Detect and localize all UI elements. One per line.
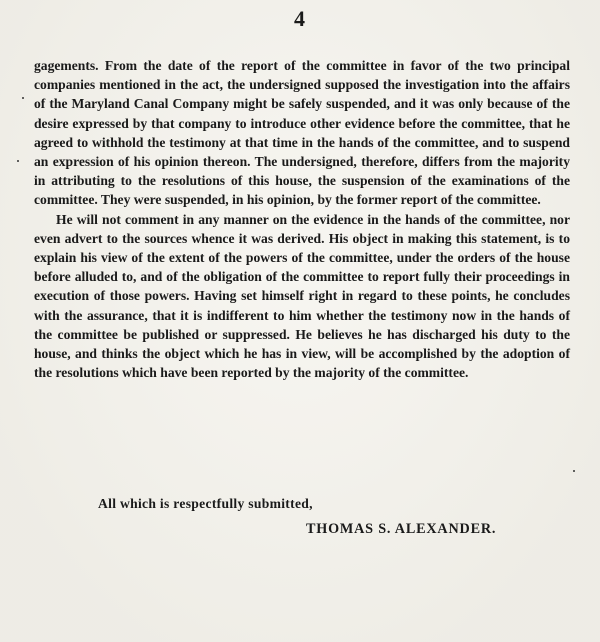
page-number: 4 xyxy=(294,6,306,31)
paragraph-1: gagements. From the date of the report of the committee in favor of the two principal companies mentioned in the act, the undersigned supposed the investigation into the affairs of the Maryland Canal Company might be safely suspended, and it was only because of the desire expressed by that company to introduce other evidence before the committee, that he agreed to withhold the testimony at that time in the hands of the committee, and to suspend an expression of his opinion thereon. The undersigned, therefore, differs from the majority in attributing to the resolutions of this house, the suspension of the examinations of the committee. They were suspended, in his opinion, by the former report of the committee. xyxy=(34,58,570,208)
scan-speck xyxy=(22,97,24,99)
signature: THOMAS S. ALEXANDER. xyxy=(306,521,497,537)
scan-speck xyxy=(573,470,575,472)
closing-line: All which is respectfully submitted, xyxy=(98,496,313,511)
scan-speck xyxy=(17,160,19,162)
body-text xyxy=(34,56,570,382)
paragraph-2: He will not comment in any manner on the evidence in the hands of the committee, nor even advert to the sources whence it was derived. His object in making this statement, is to explain his view of the extent of the powers of the committee, under the orders of the house before alluded to, and of the obligation of the committee to report fully their proceedings in execution of those powers. Having set himself right in regard to these points, he concludes with the assurance, that it is indifferent to him whether the testimony now in the hands of the committee be published or suppressed. He believes he has discharged his duty to the house, and thinks the object which he has in view, will be accomplished by the adoption of the resolutions which have been reported by the majority of the committee. xyxy=(34,211,570,381)
